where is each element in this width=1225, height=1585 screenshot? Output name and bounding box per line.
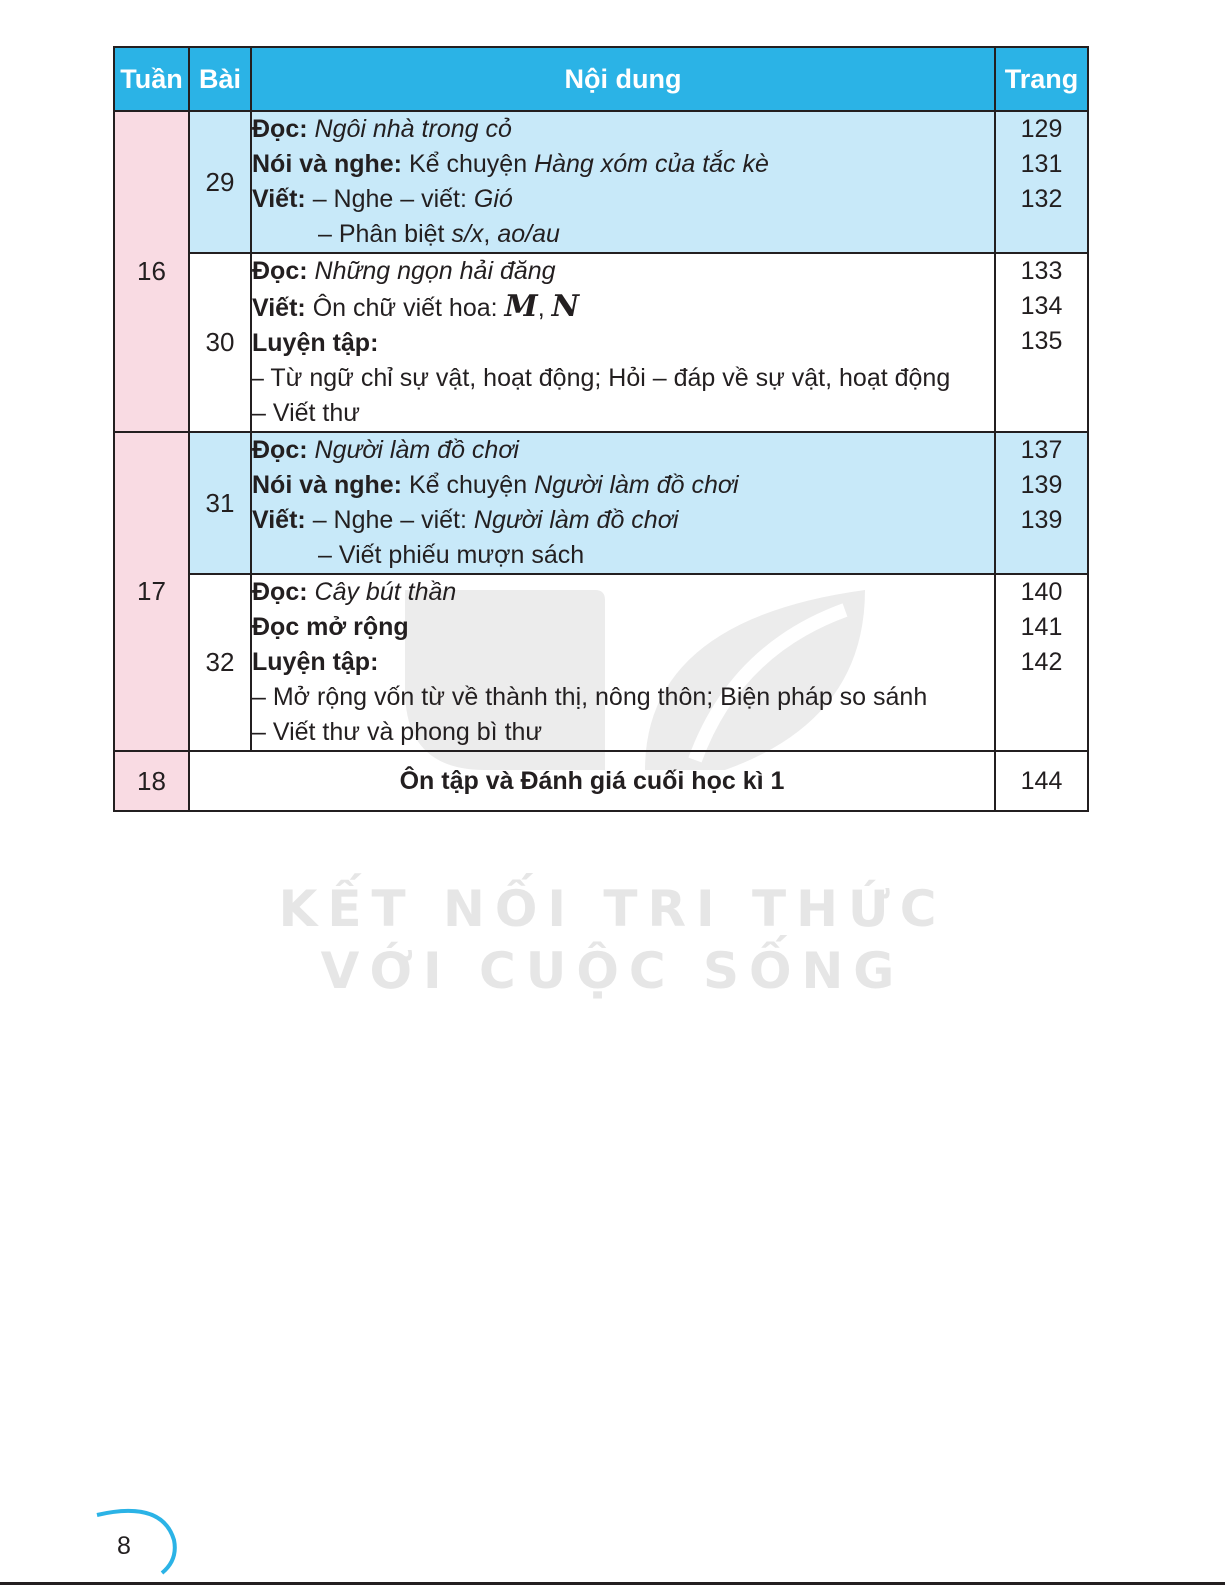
line-text: ,	[483, 220, 491, 248]
page-number-entry: 140	[1020, 578, 1063, 606]
table-row	[114, 751, 1088, 811]
line-label: Đọc:	[252, 257, 308, 285]
content-line	[252, 433, 994, 468]
line-text: ,	[537, 294, 545, 322]
line-title: s/x	[451, 220, 484, 248]
line-label: Nói và nghe:	[252, 150, 403, 178]
line-title: Ngôi nhà trong cỏ	[314, 115, 512, 143]
line-title: Người làm đồ chơi	[473, 506, 679, 534]
page-cell	[995, 574, 1088, 751]
line-text: – Nghe – viết:	[312, 185, 467, 213]
content-line	[252, 182, 994, 217]
content-line	[250, 361, 994, 396]
line-label: Luyện tập:	[252, 329, 379, 357]
line-title: Những ngọn hải đăng	[314, 257, 556, 285]
header-page: Trang	[995, 47, 1088, 111]
page-cell	[995, 253, 1088, 432]
content-line	[252, 680, 994, 715]
content-line	[252, 575, 994, 610]
page-number-entry: 134	[1020, 292, 1063, 320]
line-label: Viết:	[252, 294, 306, 322]
line-text: – Viết thư	[252, 399, 361, 427]
line-text: – Phân biệt	[318, 220, 445, 248]
line-text: – Viết phiếu mượn sách	[318, 541, 585, 569]
review-title: Ôn tập và Đánh giá cuối học kì 1	[189, 751, 995, 811]
table-row	[114, 111, 1088, 253]
line-text: Ôn chữ viết hoa:	[312, 294, 498, 322]
content-line	[252, 468, 994, 503]
line-label: Nói và nghe:	[252, 471, 403, 499]
content-line	[252, 715, 994, 750]
page-number-entry: 129	[1020, 115, 1063, 143]
page-number-entry: 131	[1020, 150, 1063, 178]
content-line	[252, 503, 994, 538]
week-cell: 18	[114, 751, 189, 811]
page-number-entry: 139	[1020, 471, 1063, 499]
content-line	[252, 610, 994, 645]
page-number-entry: 135	[1020, 327, 1063, 355]
lesson-content	[251, 253, 995, 432]
table-row	[114, 253, 1088, 432]
line-title: Gió	[473, 185, 513, 213]
line-text: – Từ ngữ chỉ sự vật, hoạt động; Hỏi – đáp về sự vật, hoạt động	[250, 364, 951, 392]
page-cell: 144	[995, 751, 1088, 811]
lesson-content	[251, 432, 995, 574]
page-cell	[995, 111, 1088, 253]
page-number-entry: 132	[1020, 185, 1063, 213]
content-line	[252, 289, 994, 326]
week-cell: 16	[114, 111, 189, 432]
line-text: – Viết thư và phong bì thư	[252, 718, 543, 746]
table-row	[114, 574, 1088, 751]
content-line	[252, 112, 994, 147]
page-number-entry: 139	[1020, 506, 1063, 534]
content-line	[252, 254, 994, 289]
line-text: Kể chuyện	[408, 150, 528, 178]
page-number-entry: 142	[1020, 648, 1063, 676]
table-row	[114, 432, 1088, 574]
line-label: Viết:	[252, 185, 306, 213]
page-cell	[995, 432, 1088, 574]
line-label: Đọc mở rộng	[252, 613, 409, 641]
header-lesson: Bài	[189, 47, 251, 111]
line-text: – Nghe – viết:	[312, 506, 467, 534]
page-corner-arc	[92, 1505, 182, 1575]
lesson-number: 30	[189, 253, 251, 432]
week-cell: 17	[114, 432, 189, 751]
header-content: Nội dung	[251, 47, 995, 111]
script-letter: M	[504, 289, 538, 324]
line-label: Đọc:	[252, 578, 308, 606]
script-letter: N	[551, 289, 580, 324]
lesson-number: 29	[189, 111, 251, 253]
watermark-line-2: VỚI CUỘC SỐNG	[320, 942, 905, 1000]
content-line	[252, 217, 994, 252]
line-text: Kể chuyện	[408, 471, 528, 499]
page-number-entry: 141	[1020, 613, 1063, 641]
line-title: ao/au	[497, 220, 560, 248]
page-number-entry: 133	[1020, 257, 1063, 285]
table-of-contents	[113, 46, 1089, 812]
lesson-content	[251, 574, 995, 751]
line-text: – Mở rộng vốn từ về thành thị, nông thôn; Biện pháp so sánh	[252, 683, 928, 711]
lesson-number: 31	[189, 432, 251, 574]
line-label: Đọc:	[252, 436, 308, 464]
line-label: Luyện tập:	[252, 648, 379, 676]
content-line	[252, 645, 994, 680]
line-title: Cây bút thần	[314, 578, 457, 606]
content-line	[252, 396, 994, 431]
header-week: Tuần	[114, 47, 189, 111]
lesson-number: 32	[189, 574, 251, 751]
content-line	[252, 326, 994, 361]
page-number-entry: 137	[1020, 436, 1063, 464]
watermark-line-1: KẾT NỐI TRI THỨC	[278, 880, 947, 938]
content-line	[252, 147, 994, 182]
line-title: Hàng xóm của tắc kè	[534, 150, 769, 178]
page-number: 8	[117, 1532, 131, 1560]
lesson-content	[251, 111, 995, 253]
line-title: Người làm đồ chơi	[534, 471, 739, 499]
line-label: Viết:	[252, 506, 306, 534]
line-title: Người làm đồ chơi	[314, 436, 519, 464]
line-label: Đọc:	[252, 115, 308, 143]
content-line	[252, 538, 994, 573]
